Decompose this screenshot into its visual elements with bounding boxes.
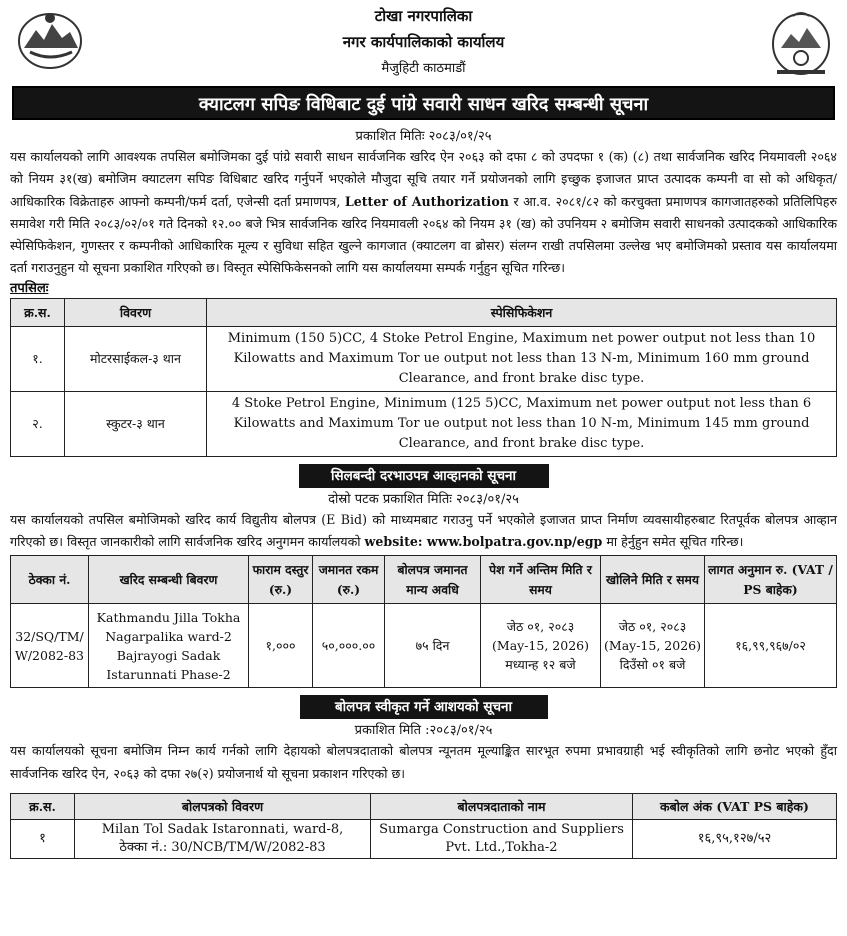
bolpatra-website-link[interactable]: website: www.bolpatra.gov.np/egp (364, 534, 603, 550)
award-body: यस कार्यालयको सूचना बमोजिम निम्न कार्य गर्नको लागि देहायको बोलपत्रदाताको बोलपत्र न्यूनतम मूल्याङ्कित सारभूत रुपमा प्रभावग्राही भई स्वीकृतिको लागि छनोट भएको हुँदा सार्वजनिक खरिद ऐन, २०६३ को दफा २७(२) प्रयोजनार्थ यो सूचना प्रकाशन गरिएको छ। (10, 743, 837, 781)
table-row (11, 391, 837, 456)
office-header (10, 0, 837, 86)
col-header-amount: कबोल अंक (VAT PS बाहेक) (633, 793, 837, 819)
col-header-sn: क्र.स. (11, 298, 65, 326)
tender-table (10, 555, 837, 688)
nepal-emblem-icon (16, 8, 84, 70)
bid-amount: १६,९५,१२७/५२ (633, 819, 837, 858)
award-title-banner: बोलपत्र स्वीकृत गर्ने आशयको सूचना (300, 695, 548, 719)
office-address: मैजुहिटी काठमाडौं (381, 61, 466, 76)
col-header-validity: बोलपत्र जमानत मान्य अवधि (385, 556, 481, 604)
col-header-bid-desc: बोलपत्रको विवरण (75, 793, 371, 819)
col-header-sn: क्र.स. (11, 793, 75, 819)
award-publish-date: प्रकाशित मिति :२०८३/०१/२५ (354, 723, 493, 739)
row-spec: Minimum (150 5)CC, 4 Stoke Petrol Engine, Maximum net power output not less than 10 Kilowatts and Maximum Tor ue output not less than 13 N-m, Minimum 160 mm ground Clearance, and front brake disc type. (207, 326, 837, 391)
col-header-submission: पेश गर्ने अन्तिम मिति र समय (481, 556, 601, 604)
table-row (11, 604, 837, 688)
notice-title-banner: क्याटलग सपिङ विधिबाट दुई पांग्रे सवारी साधन खरिद सम्बन्धी सूचना (12, 86, 835, 120)
tapasil-label: तपसिलः (10, 280, 49, 296)
submission-deadline: जेठ ०१, २०८३ (May-15, 2026) मध्यान्ह १२ बजे (481, 604, 601, 688)
bid-security: ५०,०००.०० (313, 604, 385, 688)
notice-body: यस कार्यालयको लागि आवश्यक तपसिल बमोजिमका दुई पांग्रे सवारी साधन सार्वजनिक खरिद ऐन २०६३ को दफा ८ को उपदफा १ (क) (८) तथा सार्वजनिक खरिद नियमावली २०६४ को नियम ३१(ख) बमोजिम क्याटलग सपिङ विधिबाट खरिद गर्नुपर्ने भएकोले मौजुदा सूचि तयार गर्ने प्रयोजनको लागि इच्छुक इजाजत प्राप्त उत्पादक कम्पनी वा सो को अधिकृत/आधिकारिक विक्रेताहरु आफ्नो कम्पनी/फर्म दर्ता, एजेन्सी दर्ता प्रमाणपत्र, Letter of Authorization र आ.व. २०८१/८२ को करचुक्ता प्रमाणपत्र कागजातहरुको प्रतिलिपिहरु समावेश गरी मिति २०८३/०२/०१ गते दिनको १२.०० बजे भित्र सार्वजनिक खरिद नियमावली २०६४ को नियम ३१ (ख) को उपनियम २ बमोजिम सवारी साधनको उत्पादकको आधिकारिक स्पेसिफिकेशन, गुणस्तर र कम्पनीको आधिकारिक मूल्य र सुविधा सहित खुल्ने कागजात (क्याटलग वा ब्रोसर) संलग्न राखी तपसिलमा उल्लेख भए बमोजिमको प्रस्ताव यस कार्यालयमा दर्ता गराउनुहुन यो सूचना प्रकाशित गरिएको छ। विस्तृत स्पेसिफिकेसनको लागि यस कार्यालयमा सम्पर्क गर्नुहुन सूचित गरिन्छ। (10, 149, 837, 276)
bidder-name: Sumarga Construction and Suppliers Pvt. Ltd.,Tokha-2 (371, 819, 633, 858)
col-header-estimate: लागत अनुमान रु. (VAT / PS बाहेक) (705, 556, 837, 604)
publish-date: प्रकाशित मितिः २०८३/०१/२५ (355, 129, 492, 144)
contract-no: 32/SQ/TM/ W/2082-83 (11, 604, 89, 688)
col-header-opening: खोलिने मिति र समय (601, 556, 705, 604)
col-header-bid-security: जमानत रकम (रु.) (313, 556, 385, 604)
tender-title-banner: सिलबन्दी दरभाउपत्र आव्हानको सूचना (299, 464, 549, 488)
bid-desc: Milan Tol Sadak Istaronnati, ward-8, ठेक्का नं.: 30/NCB/TM/W/2082-83 (75, 819, 371, 858)
row-spec: 4 Stoke Petrol Engine, Minimum (125 5)CC, Maximum net power output not less than 6 Kilowatts and Maximum Tor ue output not less than 10 N-m, Minimum 145 mm ground Clearance, and front brake disc type. (207, 391, 837, 456)
procurement-desc: Kathmandu Jilla Tokha Nagarpalika ward-2 Bajrayogi Sadak Istarunnati Phase-2 (89, 604, 249, 688)
row-sn: १. (11, 326, 65, 391)
office-name: नगर कार्यपालिकाको कार्यालय (342, 33, 505, 51)
col-header-form-fee: फाराम दस्तुर (रु.) (249, 556, 313, 604)
municipality-logo-icon (769, 8, 833, 82)
row-desc: मोटरसाईकल-३ थान (65, 326, 207, 391)
award-table (10, 793, 837, 859)
municipality-name: टोखा नगरपालिका (374, 7, 473, 25)
validity: ७५ दिन (385, 604, 481, 688)
row-sn: २. (11, 391, 65, 456)
cost-estimate: १६,९९,९६७/०२ (705, 604, 837, 688)
col-header-spec: स्पेसिफिकेशन (207, 298, 837, 326)
row-desc: स्कुटर-३ थान (65, 391, 207, 456)
form-fee: १,००० (249, 604, 313, 688)
col-header-procurement-desc: खरिद सम्बन्धी बिवरण (89, 556, 249, 604)
col-header-desc: विवरण (65, 298, 207, 326)
tender-publish-date: दोस्रो पटक प्रकाशित मितिः २०८३/०१/२५ (328, 491, 519, 507)
table-row (11, 819, 837, 858)
row-sn: १ (11, 819, 75, 858)
table-row (11, 326, 837, 391)
tender-body: यस कार्यालयको तपसिल बमोजिमको खरिद कार्य विद्युतीय बोलपत्र (E Bid) को माध्यमबाट गराउनु पर्ने भएकोले इजाजत प्राप्त निर्माण व्यवसायीहरुबाट रितपूर्वक बोलपत्र आव्हान गरिएको छ। विस्तृत जानकारीको लागि सार्वजनिक खरिद अनुगमन कार्यालयको website: www.bolpatra.gov.np/egp मा हेर्नुहुन समेत सूचित गरिन्छ। (10, 511, 837, 550)
vehicle-spec-table (10, 298, 837, 457)
opening-date: जेठ ०१, २०८३ (May-15, 2026) दिउँसो ०१ बजे (601, 604, 705, 688)
col-header-contract-no: ठेक्का नं. (11, 556, 89, 604)
col-header-bidder: बोलपत्रदाताको नाम (371, 793, 633, 819)
